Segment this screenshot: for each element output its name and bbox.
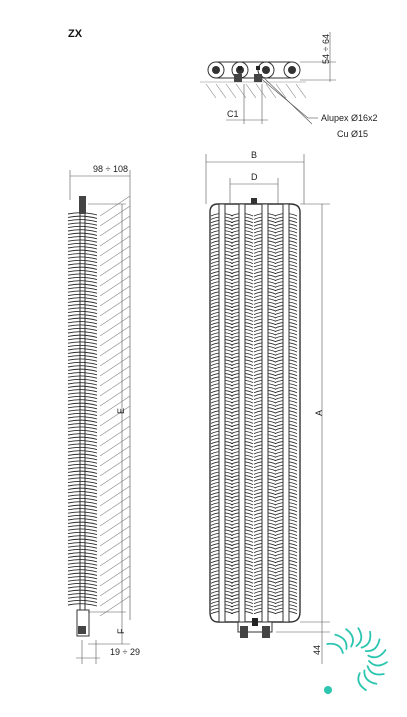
hatch-line <box>100 346 130 366</box>
hatch-line <box>100 526 130 546</box>
hatch-line <box>100 506 130 526</box>
top-view <box>200 32 378 139</box>
logo-stroke <box>346 629 353 646</box>
hatch-line <box>100 556 130 576</box>
model-title: ZX <box>68 28 83 40</box>
top-view-wall-hatch <box>200 82 306 98</box>
a-label: A <box>314 409 324 416</box>
hatch-line <box>100 246 130 266</box>
logo-stroke <box>366 639 380 651</box>
hatch-line <box>100 296 130 316</box>
hatch-line <box>100 356 130 376</box>
logo-stroke <box>362 632 371 648</box>
hatch-line <box>100 256 130 276</box>
hatch-line <box>100 196 130 216</box>
f-label: F <box>116 628 126 634</box>
hatch-line <box>100 236 130 256</box>
alupex-label: Alupex Ø16x2 <box>321 113 378 123</box>
front-top-vent <box>251 198 257 204</box>
hatch-line <box>100 226 130 246</box>
side-top-bracket <box>79 196 86 214</box>
logo-stroke <box>368 666 384 674</box>
hatch-line <box>100 446 130 466</box>
hatch-line <box>100 276 130 296</box>
side-view <box>68 164 140 664</box>
e-label: E <box>116 407 126 414</box>
bottom-offset-label: 19 ÷ 29 <box>110 647 140 657</box>
hatch-line <box>100 426 130 446</box>
logo-dot <box>324 686 332 694</box>
cu-label: Cu Ø15 <box>337 129 369 139</box>
top-height-label: 54 ÷ 64 <box>321 34 331 64</box>
hatch-line <box>100 596 130 616</box>
c1-label: C1 <box>227 109 239 119</box>
hatch-line <box>100 326 130 346</box>
hatch-line <box>100 476 130 496</box>
spiral-brand-logo <box>324 628 387 694</box>
side-view-wall-hatch <box>100 196 130 616</box>
logo-stroke <box>327 644 343 653</box>
hatch-line <box>100 586 130 606</box>
hatch-line <box>100 546 130 566</box>
hatch-line <box>100 536 130 556</box>
hatch-line <box>100 216 130 236</box>
hatch-line <box>100 336 130 356</box>
hatch-line <box>100 456 130 476</box>
hatch-line <box>100 286 130 306</box>
side-depth-label: 98 ÷ 108 <box>93 164 128 174</box>
hatch-line <box>100 366 130 386</box>
hatch-line <box>100 266 130 286</box>
hatch-line <box>100 466 130 486</box>
bottom-height-label: 44 <box>312 644 322 655</box>
hatch-line <box>100 566 130 586</box>
logo-stroke <box>369 661 387 666</box>
hatch-line <box>100 576 130 596</box>
hatch-line <box>100 516 130 536</box>
hatch-line <box>100 436 130 456</box>
top-view-pipes <box>208 62 300 82</box>
hatch-line <box>100 316 130 336</box>
hatch-line <box>100 386 130 406</box>
front-view <box>206 150 330 664</box>
hatch-line <box>100 376 130 396</box>
b-label: B <box>251 150 258 160</box>
logo-stroke <box>356 628 361 646</box>
hatch-line <box>100 306 130 326</box>
hatch-line <box>100 486 130 506</box>
logo-stroke <box>335 635 346 649</box>
hatch-line <box>100 496 130 516</box>
hatch-line <box>100 206 130 226</box>
hatch-line <box>100 416 130 436</box>
d-label: D <box>251 172 258 182</box>
